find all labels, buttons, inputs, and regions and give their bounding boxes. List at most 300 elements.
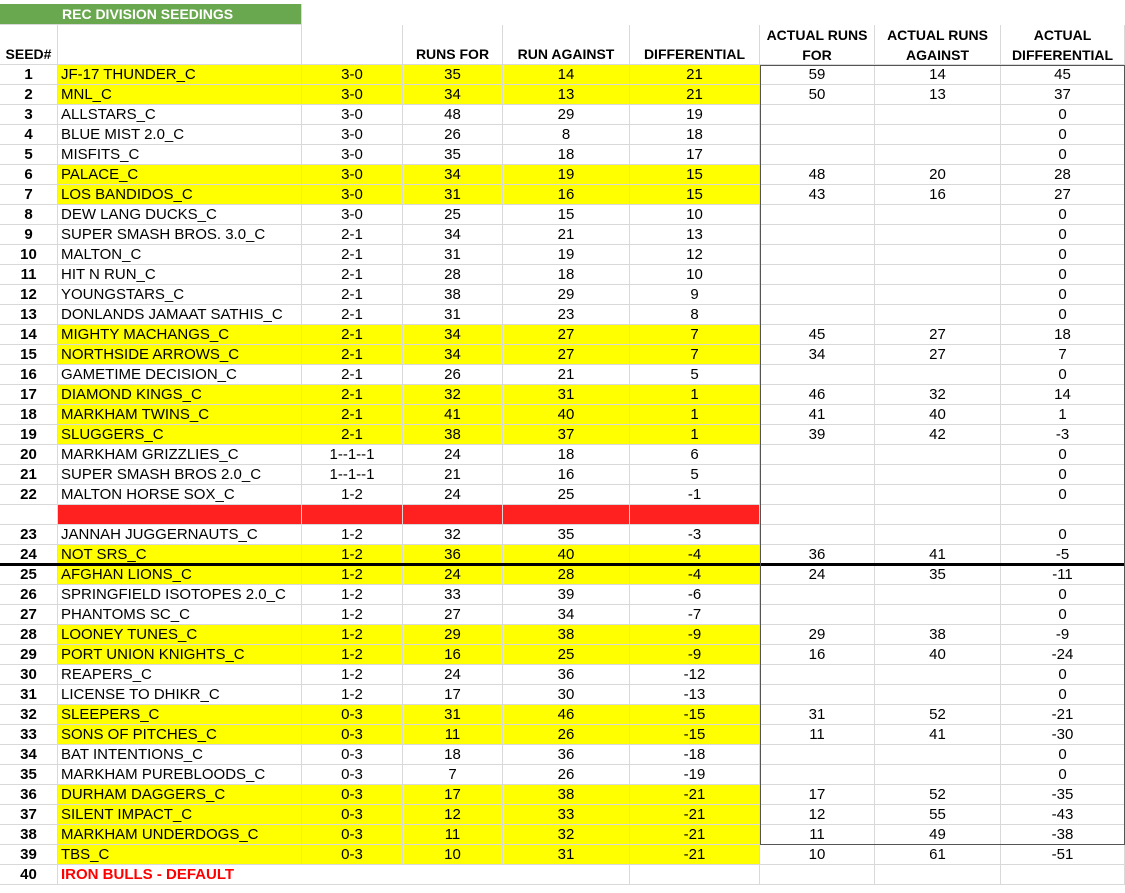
differential-cell[interactable]: 21: [630, 85, 760, 105]
seed-cell[interactable]: 10: [0, 245, 58, 265]
header-seed[interactable]: SEED#: [0, 25, 58, 65]
runs-against-cell[interactable]: 14: [503, 65, 630, 85]
actual-runs-against-cell[interactable]: [875, 605, 1001, 625]
record-cell[interactable]: 1-2: [302, 545, 403, 565]
runs-against-cell[interactable]: 19: [503, 245, 630, 265]
record-cell[interactable]: 2-1: [302, 345, 403, 365]
differential-cell[interactable]: 10: [630, 205, 760, 225]
actual-runs-against-cell[interactable]: 27: [875, 345, 1001, 365]
seed-cell[interactable]: 29: [0, 645, 58, 665]
actual-differential-cell[interactable]: 0: [1001, 485, 1125, 505]
actual-runs-against-cell[interactable]: 42: [875, 425, 1001, 445]
record-cell[interactable]: 3-0: [302, 145, 403, 165]
actual-runs-for-cell[interactable]: [760, 125, 875, 145]
runs-for-cell[interactable]: 32: [403, 525, 503, 545]
seed-cell[interactable]: 15: [0, 345, 58, 365]
actual-differential-cell[interactable]: -11: [1001, 565, 1125, 585]
record-cell[interactable]: 2-1: [302, 225, 403, 245]
differential-cell[interactable]: -4: [630, 545, 760, 565]
actual-runs-for-cell[interactable]: 10: [760, 845, 875, 865]
header-team[interactable]: [58, 25, 302, 65]
record-cell[interactable]: 1-2: [302, 605, 403, 625]
actual-runs-for-cell[interactable]: 17: [760, 785, 875, 805]
runs-against-cell[interactable]: 30: [503, 685, 630, 705]
runs-for-cell[interactable]: 25: [403, 205, 503, 225]
runs-for-cell[interactable]: 41: [403, 405, 503, 425]
actual-runs-against-cell[interactable]: [875, 265, 1001, 285]
actual-runs-against-cell[interactable]: 20: [875, 165, 1001, 185]
differential-cell[interactable]: 19: [630, 105, 760, 125]
runs-against-cell[interactable]: 18: [503, 265, 630, 285]
team-cell[interactable]: JANNAH JUGGERNAUTS_C: [58, 525, 302, 545]
actual-runs-against-cell[interactable]: [875, 745, 1001, 765]
team-cell[interactable]: DEW LANG DUCKS_C: [58, 205, 302, 225]
actual-runs-against-cell[interactable]: 61: [875, 845, 1001, 865]
differential-cell[interactable]: 17: [630, 145, 760, 165]
team-cell[interactable]: MALTON HORSE SOX_C: [58, 485, 302, 505]
seed-cell[interactable]: 20: [0, 445, 58, 465]
differential-cell[interactable]: -9: [630, 645, 760, 665]
differential-cell[interactable]: -18: [630, 745, 760, 765]
header-actual-differential[interactable]: [1001, 25, 1125, 65]
actual-runs-for-cell[interactable]: [760, 665, 875, 685]
differential-cell[interactable]: 13: [630, 225, 760, 245]
record-cell[interactable]: 2-1: [302, 245, 403, 265]
runs-against-cell[interactable]: 25: [503, 645, 630, 665]
runs-against-cell[interactable]: 32: [503, 825, 630, 845]
actual-runs-for-cell[interactable]: [760, 585, 875, 605]
actual-differential-cell[interactable]: -9: [1001, 625, 1125, 645]
actual-differential-cell[interactable]: -51: [1001, 845, 1125, 865]
empty-cell[interactable]: [630, 865, 760, 885]
seed-cell[interactable]: 2: [0, 85, 58, 105]
runs-against-cell[interactable]: 36: [503, 665, 630, 685]
seed-cell[interactable]: 28: [0, 625, 58, 645]
actual-runs-against-cell[interactable]: 40: [875, 645, 1001, 665]
seed-cell[interactable]: 5: [0, 145, 58, 165]
runs-against-cell[interactable]: 31: [503, 385, 630, 405]
runs-for-cell[interactable]: 31: [403, 245, 503, 265]
sheet-title[interactable]: REC DIVISION SEEDINGS: [0, 4, 302, 25]
actual-runs-against-cell[interactable]: [875, 205, 1001, 225]
team-cell[interactable]: MISFITS_C: [58, 145, 302, 165]
actual-runs-for-cell[interactable]: [760, 305, 875, 325]
team-cell[interactable]: TBS_C: [58, 845, 302, 865]
actual-differential-cell[interactable]: 0: [1001, 225, 1125, 245]
actual-runs-against-cell[interactable]: 13: [875, 85, 1001, 105]
actual-runs-against-cell[interactable]: [875, 585, 1001, 605]
runs-against-cell[interactable]: 25: [503, 485, 630, 505]
runs-against-cell[interactable]: 40: [503, 405, 630, 425]
record-cell[interactable]: 1-2: [302, 585, 403, 605]
team-cell[interactable]: BLUE MIST 2.0_C: [58, 125, 302, 145]
actual-runs-for-cell[interactable]: [760, 465, 875, 485]
actual-runs-against-cell[interactable]: [875, 525, 1001, 545]
team-cell[interactable]: MIGHTY MACHANGS_C: [58, 325, 302, 345]
cutoff-separator[interactable]: [302, 505, 403, 525]
actual-runs-for-cell[interactable]: 34: [760, 345, 875, 365]
actual-differential-cell[interactable]: 0: [1001, 265, 1125, 285]
seed-cell[interactable]: 26: [0, 585, 58, 605]
runs-against-cell[interactable]: 18: [503, 145, 630, 165]
seed-cell[interactable]: 36: [0, 785, 58, 805]
team-cell[interactable]: LOONEY TUNES_C: [58, 625, 302, 645]
actual-differential-cell[interactable]: -43: [1001, 805, 1125, 825]
actual-runs-against-cell[interactable]: [875, 485, 1001, 505]
actual-runs-for-cell[interactable]: 16: [760, 645, 875, 665]
differential-cell[interactable]: -12: [630, 665, 760, 685]
seed-cell[interactable]: 19: [0, 425, 58, 445]
runs-against-cell[interactable]: 21: [503, 365, 630, 385]
seed-cell[interactable]: 30: [0, 665, 58, 685]
runs-against-cell[interactable]: 40: [503, 545, 630, 565]
record-cell[interactable]: 0-3: [302, 845, 403, 865]
seed-cell[interactable]: 17: [0, 385, 58, 405]
seed-cell[interactable]: 21: [0, 465, 58, 485]
differential-cell[interactable]: -21: [630, 845, 760, 865]
actual-runs-for-cell[interactable]: [760, 245, 875, 265]
actual-differential-cell[interactable]: 0: [1001, 745, 1125, 765]
seed-cell[interactable]: 32: [0, 705, 58, 725]
team-cell[interactable]: SUPER SMASH BROS. 3.0_C: [58, 225, 302, 245]
runs-for-cell[interactable]: 24: [403, 485, 503, 505]
team-cell[interactable]: DIAMOND KINGS_C: [58, 385, 302, 405]
differential-cell[interactable]: -13: [630, 685, 760, 705]
runs-against-cell[interactable]: 31: [503, 845, 630, 865]
actual-runs-against-cell[interactable]: 52: [875, 785, 1001, 805]
actual-runs-for-cell[interactable]: 39: [760, 425, 875, 445]
record-cell[interactable]: 0-3: [302, 725, 403, 745]
differential-cell[interactable]: 10: [630, 265, 760, 285]
differential-cell[interactable]: 9: [630, 285, 760, 305]
runs-for-cell[interactable]: 17: [403, 785, 503, 805]
actual-runs-against-cell[interactable]: [875, 125, 1001, 145]
runs-for-cell[interactable]: 31: [403, 185, 503, 205]
record-cell[interactable]: 3-0: [302, 205, 403, 225]
actual-runs-for-cell[interactable]: [760, 365, 875, 385]
empty-cell[interactable]: [875, 865, 1001, 885]
record-cell[interactable]: 0-3: [302, 785, 403, 805]
differential-cell[interactable]: -15: [630, 725, 760, 745]
runs-against-cell[interactable]: 39: [503, 585, 630, 605]
team-cell[interactable]: SUPER SMASH BROS 2.0_C: [58, 465, 302, 485]
actual-runs-for-cell[interactable]: [760, 265, 875, 285]
runs-against-cell[interactable]: 38: [503, 625, 630, 645]
runs-against-cell[interactable]: 34: [503, 605, 630, 625]
seed-cell[interactable]: 11: [0, 265, 58, 285]
differential-cell[interactable]: 1: [630, 405, 760, 425]
runs-against-cell[interactable]: 36: [503, 745, 630, 765]
actual-runs-against-cell[interactable]: 55: [875, 805, 1001, 825]
runs-for-cell[interactable]: 36: [403, 545, 503, 565]
differential-cell[interactable]: -15: [630, 705, 760, 725]
record-cell[interactable]: 1-2: [302, 485, 403, 505]
differential-cell[interactable]: 21: [630, 65, 760, 85]
default-team-cell[interactable]: IRON BULLS - DEFAULT: [58, 865, 503, 885]
seed-cell[interactable]: 7: [0, 185, 58, 205]
actual-differential-cell[interactable]: 18: [1001, 325, 1125, 345]
differential-cell[interactable]: 1: [630, 425, 760, 445]
team-cell[interactable]: NOT SRS_C: [58, 545, 302, 565]
actual-runs-for-cell[interactable]: [760, 145, 875, 165]
empty-cell[interactable]: [760, 505, 875, 525]
actual-runs-for-cell[interactable]: [760, 525, 875, 545]
seed-cell[interactable]: 37: [0, 805, 58, 825]
runs-against-cell[interactable]: 16: [503, 185, 630, 205]
team-cell[interactable]: LICENSE TO DHIKR_C: [58, 685, 302, 705]
actual-differential-cell[interactable]: -38: [1001, 825, 1125, 845]
record-cell[interactable]: 1-2: [302, 565, 403, 585]
actual-runs-against-cell[interactable]: [875, 245, 1001, 265]
team-cell[interactable]: NORTHSIDE ARROWS_C: [58, 345, 302, 365]
runs-for-cell[interactable]: 32: [403, 385, 503, 405]
team-cell[interactable]: SPRINGFIELD ISOTOPES 2.0_C: [58, 585, 302, 605]
record-cell[interactable]: 1-2: [302, 625, 403, 645]
actual-runs-against-cell[interactable]: [875, 665, 1001, 685]
team-cell[interactable]: MARKHAM TWINS_C: [58, 405, 302, 425]
empty-cell[interactable]: [760, 865, 875, 885]
runs-against-cell[interactable]: 16: [503, 465, 630, 485]
actual-runs-for-cell[interactable]: 46: [760, 385, 875, 405]
actual-differential-cell[interactable]: 27: [1001, 185, 1125, 205]
actual-runs-against-cell[interactable]: 40: [875, 405, 1001, 425]
runs-for-cell[interactable]: 34: [403, 325, 503, 345]
empty-cell[interactable]: [503, 865, 630, 885]
actual-differential-cell[interactable]: 7: [1001, 345, 1125, 365]
record-cell[interactable]: 0-3: [302, 805, 403, 825]
runs-against-cell[interactable]: 37: [503, 425, 630, 445]
team-cell[interactable]: MARKHAM GRIZZLIES_C: [58, 445, 302, 465]
runs-against-cell[interactable]: 27: [503, 325, 630, 345]
actual-runs-against-cell[interactable]: [875, 685, 1001, 705]
actual-differential-cell[interactable]: 28: [1001, 165, 1125, 185]
header-record[interactable]: [302, 25, 403, 65]
differential-cell[interactable]: -6: [630, 585, 760, 605]
actual-runs-against-cell[interactable]: [875, 445, 1001, 465]
actual-runs-for-cell[interactable]: [760, 765, 875, 785]
runs-for-cell[interactable]: 26: [403, 365, 503, 385]
runs-for-cell[interactable]: 38: [403, 425, 503, 445]
seed-cell[interactable]: 40: [0, 865, 58, 885]
record-cell[interactable]: 1--1--1: [302, 445, 403, 465]
runs-for-cell[interactable]: 34: [403, 225, 503, 245]
runs-for-cell[interactable]: 24: [403, 445, 503, 465]
team-cell[interactable]: GAMETIME DECISION_C: [58, 365, 302, 385]
actual-runs-against-cell[interactable]: 41: [875, 725, 1001, 745]
runs-for-cell[interactable]: 24: [403, 665, 503, 685]
actual-differential-cell[interactable]: 0: [1001, 605, 1125, 625]
record-cell[interactable]: 3-0: [302, 65, 403, 85]
runs-for-cell[interactable]: 21: [403, 465, 503, 485]
seed-cell[interactable]: 14: [0, 325, 58, 345]
team-cell[interactable]: HIT N RUN_C: [58, 265, 302, 285]
team-cell[interactable]: AFGHAN LIONS_C: [58, 565, 302, 585]
actual-runs-for-cell[interactable]: 24: [760, 565, 875, 585]
runs-against-cell[interactable]: 15: [503, 205, 630, 225]
runs-against-cell[interactable]: 38: [503, 785, 630, 805]
seed-cell[interactable]: 38: [0, 825, 58, 845]
runs-against-cell[interactable]: 19: [503, 165, 630, 185]
actual-runs-for-cell[interactable]: 50: [760, 85, 875, 105]
record-cell[interactable]: 1-2: [302, 665, 403, 685]
runs-against-cell[interactable]: 21: [503, 225, 630, 245]
actual-runs-for-cell[interactable]: [760, 745, 875, 765]
runs-for-cell[interactable]: 12: [403, 805, 503, 825]
runs-for-cell[interactable]: 33: [403, 585, 503, 605]
runs-for-cell[interactable]: 35: [403, 145, 503, 165]
team-cell[interactable]: REAPERS_C: [58, 665, 302, 685]
empty-cell[interactable]: [875, 505, 1001, 525]
actual-differential-cell[interactable]: -35: [1001, 785, 1125, 805]
runs-for-cell[interactable]: 11: [403, 825, 503, 845]
actual-runs-for-cell[interactable]: 11: [760, 725, 875, 745]
actual-runs-against-cell[interactable]: [875, 145, 1001, 165]
team-cell[interactable]: SILENT IMPACT_C: [58, 805, 302, 825]
actual-differential-cell[interactable]: 1: [1001, 405, 1125, 425]
actual-differential-cell[interactable]: 0: [1001, 765, 1125, 785]
record-cell[interactable]: 3-0: [302, 105, 403, 125]
runs-for-cell[interactable]: 35: [403, 65, 503, 85]
seed-cell[interactable]: 34: [0, 745, 58, 765]
team-cell[interactable]: BAT INTENTIONS_C: [58, 745, 302, 765]
actual-differential-cell[interactable]: 0: [1001, 245, 1125, 265]
seed-cell[interactable]: 35: [0, 765, 58, 785]
actual-differential-cell[interactable]: -30: [1001, 725, 1125, 745]
actual-differential-cell[interactable]: 0: [1001, 205, 1125, 225]
differential-cell[interactable]: -4: [630, 565, 760, 585]
actual-runs-against-cell[interactable]: 35: [875, 565, 1001, 585]
actual-runs-for-cell[interactable]: 45: [760, 325, 875, 345]
runs-against-cell[interactable]: 28: [503, 565, 630, 585]
differential-cell[interactable]: 7: [630, 325, 760, 345]
runs-for-cell[interactable]: 28: [403, 265, 503, 285]
cutoff-separator[interactable]: [58, 505, 302, 525]
team-cell[interactable]: MARKHAM PUREBLOODS_C: [58, 765, 302, 785]
actual-differential-cell[interactable]: 0: [1001, 585, 1125, 605]
header-actual-runs-for[interactable]: [760, 25, 875, 65]
differential-cell[interactable]: 12: [630, 245, 760, 265]
actual-runs-against-cell[interactable]: 16: [875, 185, 1001, 205]
differential-cell[interactable]: -21: [630, 805, 760, 825]
runs-against-cell[interactable]: 46: [503, 705, 630, 725]
actual-differential-cell[interactable]: 0: [1001, 125, 1125, 145]
team-cell[interactable]: DURHAM DAGGERS_C: [58, 785, 302, 805]
runs-against-cell[interactable]: 23: [503, 305, 630, 325]
team-cell[interactable]: MARKHAM UNDERDOGS_C: [58, 825, 302, 845]
differential-cell[interactable]: -3: [630, 525, 760, 545]
differential-cell[interactable]: -19: [630, 765, 760, 785]
team-cell[interactable]: DONLANDS JAMAAT SATHIS_C: [58, 305, 302, 325]
actual-runs-against-cell[interactable]: [875, 305, 1001, 325]
record-cell[interactable]: 2-1: [302, 305, 403, 325]
record-cell[interactable]: 2-1: [302, 285, 403, 305]
actual-runs-against-cell[interactable]: 14: [875, 65, 1001, 85]
runs-against-cell[interactable]: 13: [503, 85, 630, 105]
runs-for-cell[interactable]: 7: [403, 765, 503, 785]
actual-runs-against-cell[interactable]: [875, 225, 1001, 245]
differential-cell[interactable]: -9: [630, 625, 760, 645]
seed-cell[interactable]: 18: [0, 405, 58, 425]
actual-runs-for-cell[interactable]: [760, 445, 875, 465]
differential-cell[interactable]: 15: [630, 185, 760, 205]
runs-for-cell[interactable]: 11: [403, 725, 503, 745]
runs-for-cell[interactable]: 31: [403, 705, 503, 725]
actual-differential-cell[interactable]: 37: [1001, 85, 1125, 105]
runs-against-cell[interactable]: 29: [503, 285, 630, 305]
actual-differential-cell[interactable]: 0: [1001, 285, 1125, 305]
runs-against-cell[interactable]: 8: [503, 125, 630, 145]
seed-cell[interactable]: 31: [0, 685, 58, 705]
record-cell[interactable]: 3-0: [302, 185, 403, 205]
cutoff-separator[interactable]: [503, 505, 630, 525]
record-cell[interactable]: 3-0: [302, 125, 403, 145]
runs-against-cell[interactable]: 26: [503, 725, 630, 745]
header-runs-for[interactable]: RUNS FOR: [403, 25, 503, 65]
record-cell[interactable]: 0-3: [302, 825, 403, 845]
empty-cell[interactable]: [1001, 865, 1125, 885]
actual-runs-for-cell[interactable]: [760, 685, 875, 705]
empty-cell[interactable]: [1001, 505, 1125, 525]
differential-cell[interactable]: 5: [630, 365, 760, 385]
actual-differential-cell[interactable]: 0: [1001, 665, 1125, 685]
actual-runs-for-cell[interactable]: 12: [760, 805, 875, 825]
actual-runs-for-cell[interactable]: 48: [760, 165, 875, 185]
header-run-against[interactable]: RUN AGAINST: [503, 25, 630, 65]
team-cell[interactable]: YOUNGSTARS_C: [58, 285, 302, 305]
differential-cell[interactable]: -7: [630, 605, 760, 625]
actual-runs-for-cell[interactable]: [760, 485, 875, 505]
record-cell[interactable]: 3-0: [302, 85, 403, 105]
record-cell[interactable]: 0-3: [302, 705, 403, 725]
seed-cell[interactable]: 23: [0, 525, 58, 545]
team-cell[interactable]: JF-17 THUNDER_C: [58, 65, 302, 85]
actual-differential-cell[interactable]: 0: [1001, 685, 1125, 705]
differential-cell[interactable]: 5: [630, 465, 760, 485]
record-cell[interactable]: 1-2: [302, 645, 403, 665]
actual-differential-cell[interactable]: -24: [1001, 645, 1125, 665]
actual-differential-cell[interactable]: 0: [1001, 105, 1125, 125]
record-cell[interactable]: 1-2: [302, 685, 403, 705]
actual-runs-against-cell[interactable]: [875, 105, 1001, 125]
team-cell[interactable]: PORT UNION KNIGHTS_C: [58, 645, 302, 665]
actual-differential-cell[interactable]: -3: [1001, 425, 1125, 445]
seed-cell[interactable]: 13: [0, 305, 58, 325]
differential-cell[interactable]: 7: [630, 345, 760, 365]
actual-runs-for-cell[interactable]: 36: [760, 545, 875, 565]
actual-runs-against-cell[interactable]: 38: [875, 625, 1001, 645]
seed-cell[interactable]: 8: [0, 205, 58, 225]
actual-differential-cell[interactable]: 0: [1001, 145, 1125, 165]
runs-for-cell[interactable]: 48: [403, 105, 503, 125]
runs-for-cell[interactable]: 34: [403, 165, 503, 185]
seed-cell[interactable]: 6: [0, 165, 58, 185]
actual-differential-cell[interactable]: 0: [1001, 365, 1125, 385]
actual-differential-cell[interactable]: 14: [1001, 385, 1125, 405]
seed-cell[interactable]: 16: [0, 365, 58, 385]
actual-runs-for-cell[interactable]: 41: [760, 405, 875, 425]
actual-differential-cell[interactable]: 0: [1001, 445, 1125, 465]
runs-against-cell[interactable]: 18: [503, 445, 630, 465]
differential-cell[interactable]: 8: [630, 305, 760, 325]
team-cell[interactable]: MNL_C: [58, 85, 302, 105]
seed-cell[interactable]: 9: [0, 225, 58, 245]
differential-cell[interactable]: 6: [630, 445, 760, 465]
seed-cell[interactable]: 3: [0, 105, 58, 125]
record-cell[interactable]: 1--1--1: [302, 465, 403, 485]
differential-cell[interactable]: -1: [630, 485, 760, 505]
team-cell[interactable]: LOS BANDIDOS_C: [58, 185, 302, 205]
actual-runs-for-cell[interactable]: [760, 205, 875, 225]
